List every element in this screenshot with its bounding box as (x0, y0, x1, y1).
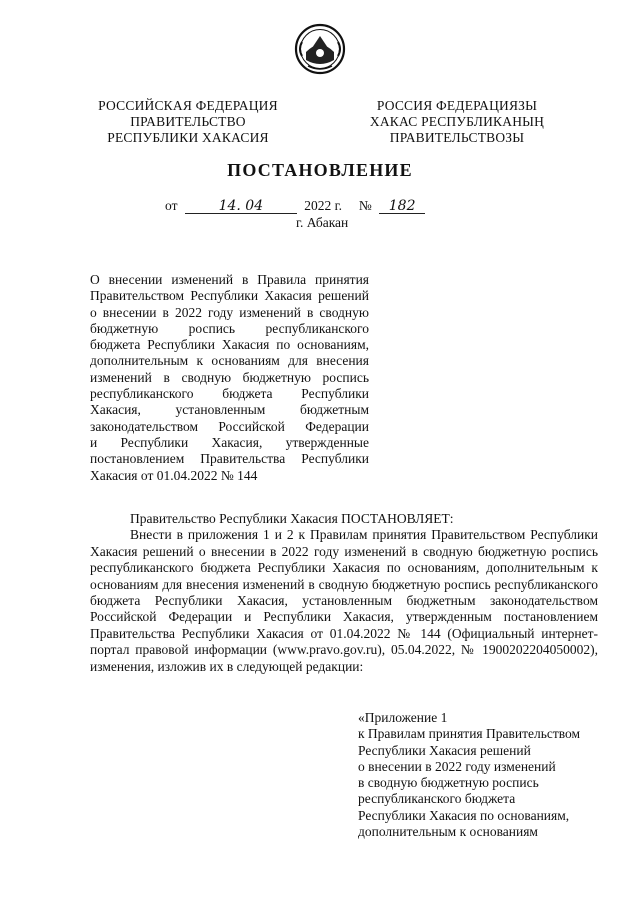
header-left-block (78, 98, 298, 146)
subject-line: о внесении в 2022 году изменений в сводную (90, 304, 369, 320)
date-number-line (165, 198, 425, 214)
resolution-paragraph: Внести в приложения 1 и 2 к Правилам принятия Правительством Республики Хакасия решений о внесении в 2022 году изменений в сводную бюджетную роспись республиканского бюджета Республики Хакасия по основаниям, дополнительным к основаниям для внесения изменений в сводную бюджетную роспись республиканского бюджета Республики Хакасия, установленным бюджетным законодательством Российской Федерации и Республики Хакасия, утвержденным постановлением Правительства Республики Хакасия от 01.04.2022 № 144 (Официальный интернет-портал правовой информации (www.pravo.gov.ru), 05.04.2022, № 1900202204050002), изменения, изложив их в следующей редакции: (90, 527, 598, 674)
subject-line: О внесении изменений в Правила принятия (90, 272, 369, 287)
number-label: № (358, 198, 372, 213)
header-right-line: ХАКАС РЕСПУБЛИКАНЫҢ (369, 114, 545, 129)
subject-line: бюджета Республики Хакасия по основаниям, (90, 337, 369, 353)
appendix-line: к Правилам принятия Правительством (358, 726, 581, 742)
body-text (90, 511, 598, 675)
subject-block (90, 272, 369, 484)
subject-line: изменений в сводную бюджетную роспись (90, 369, 369, 385)
subject-line: законодательством Российской Федерации (90, 418, 369, 434)
date-prefix: от (165, 198, 178, 213)
appendix-line: о внесении в 2022 году изменений (358, 758, 556, 774)
subject-line: Хакасия от 01.04.2022 № 144 (90, 467, 258, 483)
header-left-line: РЕСПУБЛИКИ ХАКАСИЯ (107, 130, 269, 145)
coat-of-arms-icon (294, 22, 346, 76)
document-title: ПОСТАНОВЛЕНИЕ (227, 160, 413, 180)
subject-line: постановлением Правительства Республики (90, 451, 369, 467)
appendix-line: Республики Хакасия решений (358, 742, 531, 758)
subject-line: и Республики Хакасия, утвержденные (90, 434, 369, 450)
header-left-line: РОССИЙСКАЯ ФЕДЕРАЦИЯ (98, 98, 278, 113)
subject-line: Хакасия, установленным бюджетным (90, 402, 369, 418)
subject-line: дополнительным к основаниям для внесения (90, 353, 369, 369)
resolution-intro: Правительство Республики Хакасия ПОСТАНОВЛЯЕТ: (130, 511, 454, 526)
subject-line: бюджетную роспись республиканского (90, 320, 369, 336)
appendix-line: республиканского бюджета (358, 791, 516, 807)
year-label: 2022 г. (304, 198, 342, 213)
appendix-line: дополнительным к основаниям (358, 824, 538, 840)
header-right-line: РОССИЯ ФЕДЕРАЦИЯЗЫ (376, 98, 538, 113)
subject-line: Правительством Республики Хакасия решений (90, 288, 369, 304)
appendix-heading (358, 710, 608, 840)
appendix-line: в сводную бюджетную роспись (358, 775, 539, 791)
appendix-line: «Приложение 1 (358, 710, 448, 725)
appendix-line: Республики Хакасия по основаниям, (358, 807, 570, 823)
handwritten-number: 182 (379, 199, 425, 214)
header-right-block (342, 98, 572, 146)
city-label: г. Абакан (296, 215, 349, 230)
handwritten-date: 14. 04 (185, 199, 297, 214)
header-right-line: ПРАВИТЕЛЬСТВОЗЫ (389, 130, 525, 145)
subject-line: республиканского бюджета Республики (90, 386, 369, 402)
header-left-line: ПРАВИТЕЛЬСТВО (130, 114, 246, 129)
